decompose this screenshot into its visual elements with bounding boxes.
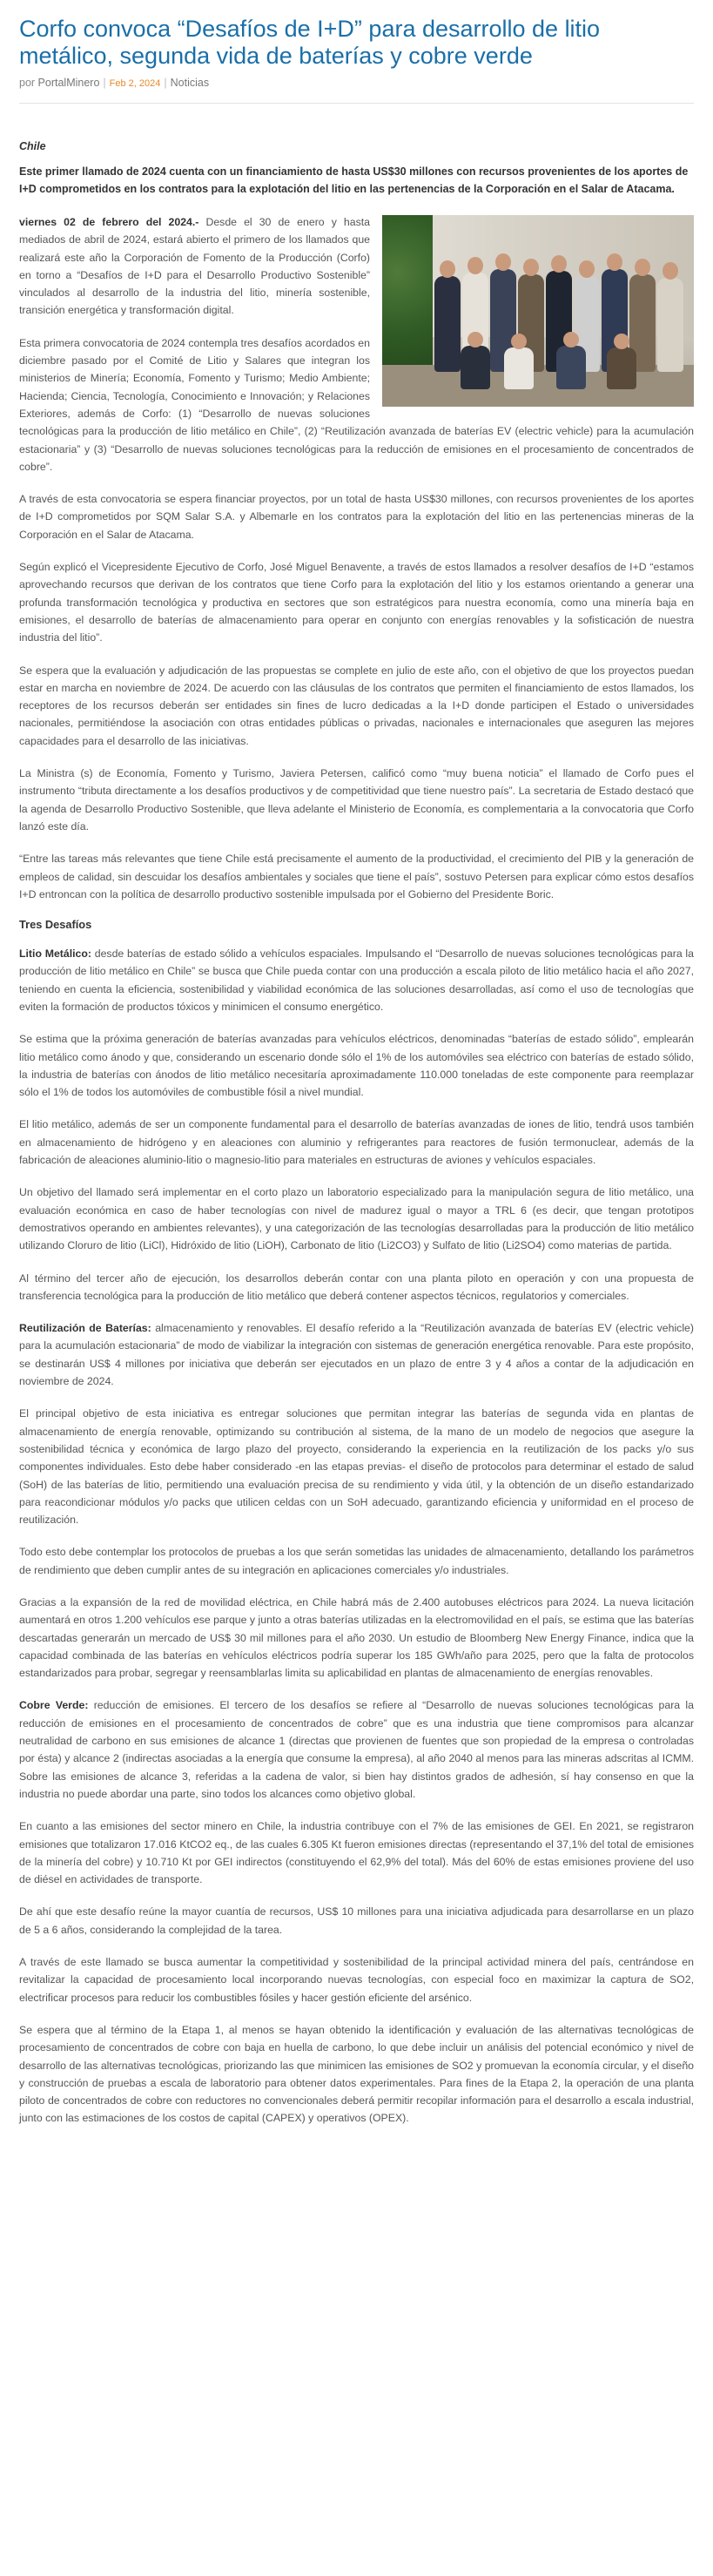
challenge-label: Reutilización de Baterías: bbox=[19, 1322, 151, 1335]
paragraph: El litio metálico, además de ser un componente fundamental para el desarrollo de baterías avanzadas de iones de litio, tendrá usos también en almacenamiento de hidrógeno y en aleaciones con aluminio y refrigerantes para reactores de fusión termonuclear, además de la fabricación de aleaciones aluminio-litio o magnesio-litio para materiales en estructuras de aviones y vehículos espaciales. bbox=[19, 1118, 694, 1167]
challenge-label: Cobre Verde: bbox=[19, 1699, 89, 1712]
paragraph: El principal objetivo de esta iniciativa es entregar soluciones que permitan integrar las baterías de segunda vida en plantas de almacenamiento de energía renovable, optimizando su contribución al sistema, de la mano de un modelo de negocios que asegure la sostenibilidad técnica y económica de largo plazo del proyecto, considerando la experiencia en la reutilización de los packs y/o sus componentes individuales. Esto debe haber considerado -en las etapas previas- el diseño de protocolos para determinar el estado de salud (SoH) de las baterías de litio, permitiendo una evaluación precisa de su rendimiento y vida útil, y la obtención de un diseño estandarizado para reacondicionar módulos y/o packs que utilicen celdas con un SoH adecuado, garantizando eficiencia y uniformidad en el proceso de reutilización. bbox=[19, 1407, 694, 1527]
challenge-label: Litio Metálico: bbox=[19, 947, 91, 961]
group-photo bbox=[382, 215, 694, 407]
article-lead: Este primer llamado de 2024 cuenta con un financiamiento de hasta US$30 millones con recursos provenientes de los aportes de I+D comprometidos en los contratos para la explotación del litio en las pertenencias de la Corporación en el Salar de Atacama. bbox=[19, 165, 689, 195]
meta-separator: | bbox=[164, 77, 167, 89]
paragraph: “Entre las tareas más relevantes que tiene Chile está precisamente el aumento de la productividad, el crecimiento del PIB y la generación de empleos de calidad, sin descuidar los desafíos ambientales y sociales que tiene el país”, sostuvo Petersen para explicar cómo estos desafíos I+D entroncan con la política de desarrollo productivo sostenible impulsada por el Gobierno del Presidente Boric. bbox=[19, 853, 694, 900]
category-link[interactable]: Noticias bbox=[170, 77, 210, 89]
article-title: Corfo convoca “Desafíos de I+D” para desarrollo de litio metálico, segunda vida de baterías y cobre verde bbox=[19, 16, 601, 69]
paragraph: De ahí que este desafío reúne la mayor cuantía de recursos, US$ 10 millones para una iniciativa adjudicada para desarrollarse en un plazo de 5 a 6 años, considerando la complejidad de la tarea. bbox=[19, 1905, 694, 1936]
paragraph: Un objetivo del llamado será implementar en el corto plazo un laboratorio especializado para la manipulación segura de litio metálico, una evaluación económica en caso de haber tecnologías con nivel de madurez igual o mayor a TRL 6 (es decir, que tengan prototipos demostrativos operando en ambientes relevantes), y una categorización de las tecnologías desarrolladas para la producción de litio metálico utilizando Cloruro de litio (LiCl), Hidróxido de litio (LiOH), Carbonato de litio (Li2CO3) y Sulfato de litio (Li2SO4) como materias de partida. bbox=[19, 1186, 694, 1252]
paragraph: Reutilización de Baterías: almacenamiento y renovables. El desafío referido a la “Reutilización avanzada de baterías EV (electric vehicle) para la acumulación estacionaria” de modo de viabilizar la integración con sistemas de generación energética renovable. Para este propósito, se destinarán US$ 4 millones por iniciativa que deberán ser ejecutados en un plazo de entre 3 y 4 años a contar de la adjudicación en noviembre de 2024. bbox=[19, 1322, 694, 1388]
publish-date: Feb 2, 2024 bbox=[109, 78, 161, 89]
paragraph: Esta primera convocatoria de 2024 contempla tres desafíos acordados en diciembre pasado por el Comité de Litio y Salares que integran los ministerios de Minería; Economía, Fomento y Turismo; Medio Ambiente; Hacienda; Ciencia, Tecnología, Conocimiento e Innovación; y Relaciones Exteriores, además de Corfo: (1) “Desarrollo de nuevas soluciones tecnológicas para la producción de litio metálico en Chile”, (2) “Reutilización avanzada de baterías EV (electric vehicle) para la acumulación estacionaria” y (3) “Desarrollo de nuevas soluciones tecnológicas para la reducción de emisiones en el procesamiento de concentrados de cobre”. bbox=[19, 336, 694, 473]
dateline: viernes 02 de febrero del 2024.- bbox=[19, 216, 199, 228]
paragraph: A través de este llamado se busca aumentar la competitividad y sostenibilidad de la principal actividad minera del país, centrándose en revitalizar la capacidad de procesamiento local incorporando nuevas tecnologías, con especial foco en maximizar la captura de SO2, electrificar procesos para reducir los combustibles fósiles y hacer gestión eficiente del arsénico. bbox=[19, 1956, 694, 2004]
paragraph: Al término del tercer año de ejecución, los desarrollos deberán contar con una planta piloto en operación y con una propuesta de transferencia tecnológica para la producción de litio metálico que deberá contener aspectos técnicos, regulatorios y comerciales. bbox=[19, 1271, 694, 1302]
paragraph: Todo esto debe contemplar los protocolos de pruebas a los que serán sometidas las unidades de almacenamiento, detallando los parámetros de rendimiento que deben cumplir antes de su integración en aplicaciones comerciales y/o industriales. bbox=[19, 1546, 694, 1576]
paragraph: Se estima que la próxima generación de baterías avanzadas para vehículos eléctricos, denominadas “baterías de estado sólido”, emplearán litio metálico como ánodo y que, considerando un escenario donde sólo el 1% de los automóviles sea eléctrico con baterías de estado sólido, la industria de baterías con ánodos de litio metálico necesitaría aproximadamente 110.000 toneladas de este componente para reemplazar sólo el 1% de todos los automóviles de combustible fósil a nivel mundial. bbox=[19, 1033, 694, 1099]
paragraph: Gracias a la expansión de la red de movilidad eléctrica, en Chile habrá más de 2.400 autobuses eléctricos para 2024. La nueva licitación aumentará en otros 1.200 vehículos ese parque y junto a otras baterías utilizadas en la electromovilidad en el país, se estima que las baterías descartadas generarán un mercado de US$ 30 mil millones para el año 2030. Un estudio de Bloomberg New Energy Finance, indica que la capacidad combinada de las baterías en vehículos eléctricos podría superar los 185 GWh/año para 2025, pero que la falta de protocolos estandarizados para probar, segregar y reensamblarlas limita su aplicabilidad en plantas de almacenamiento de energías renovables. bbox=[19, 1596, 694, 1680]
paragraph: Cobre Verde: reducción de emisiones. El tercero de los desafíos se refiere al “Desarrollo de nuevas soluciones tecnológicas para la reducción de emisiones en el procesamiento de concentrados de cobre” que es una industria que tiene compromisos para alcanzar neutralidad de carbono en sus emisiones de alcance 1 (directas que provienen de fuentes que son propiedad de la empresa o controladas por ésta) y alcance 2 (indirectas asociadas a la energía que consume la empresa), al año 2040 al menos para las mineras adscritas al ICMM. Sobre las emisiones de alcance 3, referidas a la cadena de valor, si bien hay distintos grados de adhesión, sí hay consenso en que la industria no puede abordar una parte, sino todos los alcances como objetivo global. bbox=[19, 1699, 694, 1800]
paragraph: La Ministra (s) de Economía, Fomento y Turismo, Javiera Petersen, calificó como “muy buena noticia” el llamado de Corfo pues el instrumento “tributa directamente a los desafíos productivos y de competitividad que tiene nuestro país”. La secretaria de Estado destacó que la agenda de Desarrollo Productivo Sostenible, que lleva adelante el Ministerio de Economía, es complementaria a la convocatoria que Corfo lanzó este día. bbox=[19, 767, 694, 833]
article-location: Chile bbox=[19, 140, 46, 152]
meta-separator: | bbox=[103, 77, 106, 89]
paragraph: Según explicó el Vicepresidente Ejecutivo de Corfo, José Miguel Benavente, a través de estos llamados a resolver desafíos de I+D “estamos aprovechando recursos que derivan de los contratos que tiene Corfo para la explotación del litio y los estamos orientando a generar una profunda transformación tecnológica y productiva en sectores que son estratégicos para nuestra economía, como una minería baja en emisiones, el desarrollo de baterías de almacenamiento para operar en conjunto con energías renovables y la sofisticación de nuestra industria del litio”. bbox=[19, 561, 694, 644]
paragraph: Se espera que la evaluación y adjudicación de las propuestas se complete en julio de este año, con el objetivo de que los proyectos puedan estar en marcha en noviembre de 2024. De acuerdo con las cláusulas de los contratos que permiten el financiamiento de estos llamados, los receptores de los recursos deberán ser entidades sin fines de lucro dedicadas a la I+D donde participen el Estado o universidades nacionales, permitiéndose la asociación con otras entidades públicas o privadas, nacionales e internacionales que aseguren las mejores capacidades para el desarrollo de las iniciativas. bbox=[19, 664, 694, 747]
article-meta: por PortalMinero | Feb 2, 2024 | Noticias bbox=[19, 77, 210, 89]
paragraph: A través de esta convocatoria se espera financiar proyectos, por un total de hasta US$30 millones, con recursos provenientes de los aportes de I+D comprometidos por SQM Salar S.A. y Albemarle en los contratos para la explotación del litio en las pertenencias mineras de la Corporación en el Salar de Atacama. bbox=[19, 493, 694, 541]
paragraph: Se espera que al término de la Etapa 1, al menos se hayan obtenido la identificación y evaluación de las alternativas tecnológicas de procesamiento de concentrados de cobre con baja en huella de carbono, lo que debe incluir un análisis del potencial económico y nivel de desarrollo de las alternativas tecnológicas, priorizando las que minimicen las emisiones de SO2 y promuevan la economía circular, y el diseño y construcción de pruebas a escala de laboratorio para obtener datos experimentales. Para fines de la Etapa 2, la operación de una planta piloto de concentrados de cobre con reductores no convencionales deberá permitir recopilar información para el desarrollo a escala industrial, junto con las estimaciones de los costos de capital (CAPEX) y operativos (OPEX). bbox=[19, 2023, 694, 2125]
paragraph: En cuanto a las emisiones del sector minero en Chile, la industria contribuye con el 7% de las emisiones de GEI. En 2021, se registraron emisiones que totalizaron 17.016 KtCO2 eq., de las cuales 6.305 Kt fueron emisiones directas (representando el 37,1% del total de emisiones de la minería del cobre) y 10.710 Kt por GEI indirectos (constituyendo el 62,9% del total). Más del 60% de estas emisiones proviene del uso de diésel en actividades de transporte. bbox=[19, 1820, 694, 1886]
meta-divider bbox=[19, 103, 694, 104]
paragraph: viernes 02 de febrero del 2024.- Desde el 30 de enero y hasta mediados de abril de 2024, estará abierto el primero de los llamados que realizará este año la Corporación de Fomento de la Producción (Corfo) en torno a “Desafíos de I+D para el Desarrollo Productivo Sostenible” vinculados al desarrollo de la industria del litio, minería sostenible, transición energética y transformación digital. bbox=[19, 216, 370, 317]
paragraph: Litio Metálico: desde baterías de estado sólido a vehículos espaciales. Impulsando el “Desarrollo de nuevas soluciones tecnológicas para la producción de litio metálico en Chile” se busca que Chile pueda contar con una producción a escala piloto de litio metálico hacia el año 2027, teniendo en cuenta la eficiencia, sostenibilidad y viabilidad económica de las soluciones desarrolladas, así como el uso de tecnologías que eviten la formación de productos tóxicos y minimicen el consumo energético. bbox=[19, 947, 694, 1013]
author-link[interactable]: PortalMinero bbox=[37, 77, 100, 89]
section-heading: Tres Desafíos bbox=[19, 918, 92, 932]
